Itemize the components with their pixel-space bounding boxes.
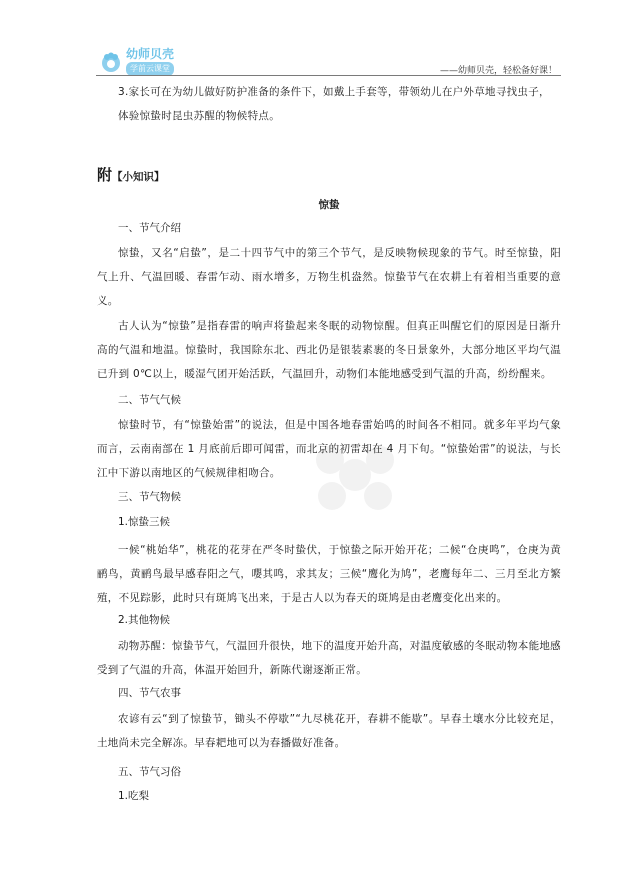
section-1-heading: 一、节气介绍 bbox=[118, 222, 181, 234]
header-divider bbox=[96, 75, 561, 76]
appendix-fu: 附 bbox=[97, 166, 113, 184]
shell-logo-icon bbox=[100, 51, 122, 73]
section-3-heading: 三、节气物候 bbox=[118, 491, 181, 503]
section-4-paragraph-1: 农谚有云“到了惊蛰节，锄头不停歇”“九尽桃花开，春耕不能歇”。早春土壤水分比较充足，土地尚未完全解冻。早春耙地可以为春播做好准备。 bbox=[97, 713, 561, 749]
section-4-heading: 四、节气农事 bbox=[118, 687, 181, 699]
section-3-subheading-2: 2.其他物候 bbox=[118, 614, 171, 626]
logo-name: 幼师贝壳 bbox=[126, 47, 175, 61]
intro-item-line-1: 3.家长可在为幼儿做好防护准备的条件下，如戴上手套等，带领幼儿在户外草地寻找虫子， bbox=[118, 86, 550, 98]
section-1-paragraph-1: 惊蛰，又名“启蛰”，是二十四节气中的第三个节气，是反映物候现象的节气。时至惊蛰，阳气上升、气温回暖、春雷乍动、雨水增多，万物生机盎然。惊蛰节气在农耕上有着相当重要的意义。 bbox=[97, 247, 561, 307]
section-1-paragraph-2: 古人认为“惊蛰”是指春雷的响声将蛰起来冬眠的动物惊醒。但真正叫醒它们的原因是日渐升高的气温和地温。惊蛰时，我国除东北、西北仍是银装素裹的冬日景象外，大部分地区平均气温已升到 0℃以上，暖湿气团开始活跃，气温回升，动物们本能地感受到气温的升高，纷纷醒来。 bbox=[97, 320, 561, 380]
section-3-subheading-1: 1.惊蛰三候 bbox=[118, 516, 171, 528]
section-3-paragraph-2: 动物苏醒：惊蛰节气，气温回升很快，地下的温度开始升高，对温度敏感的冬眠动物本能地感受到了气温的升高，体温开始回升，新陈代谢逐渐正常。 bbox=[97, 640, 561, 676]
brand-logo bbox=[100, 48, 174, 76]
intro-item-line-2: 体验惊蛰时昆虫苏醒的物候特点。 bbox=[118, 110, 280, 122]
section-3-paragraph-1: 一候“桃始华”，桃花的花芽在严冬时蛰伏，于惊蛰之际开始开花；二候“仓庚鸣”，仓庚为黄鹂鸟，黄鹂鸟最早感春阳之气，嚶其鸣，求其友；三候“鹰化为鸠”，老鹰每年二、三月至北方繁殖，不见踪影，此时只有斑鸠飞出来，于是古人以为春天的斑鸠是由老鹰变化出来的。 bbox=[97, 544, 561, 604]
appendix-heading bbox=[97, 164, 165, 185]
header-slogan: ——幼师贝壳，轻松备好课！ bbox=[439, 66, 557, 76]
section-5-heading: 五、节气习俗 bbox=[118, 766, 181, 778]
appendix-title: 惊蛰 bbox=[318, 199, 340, 211]
section-5-subheading-1: 1.吃梨 bbox=[118, 790, 150, 802]
section-2-heading: 二、节气气候 bbox=[118, 394, 181, 406]
appendix-label: 【小知识】 bbox=[112, 171, 165, 183]
section-2-paragraph-1: 惊蛰时节，有“惊蛰始雷”的说法，但是中国各地春雷始鸣的时间各不相同。就多年平均气象而言，云南南部在 1 月底前后即可闻雷，而北京的初雷却在 4 月下旬。“惊蛰始雷”的说法，与长江中下游以南地区的气候规律相吻合。 bbox=[97, 419, 561, 479]
logo-subtitle: 学前云课堂 bbox=[126, 62, 174, 76]
